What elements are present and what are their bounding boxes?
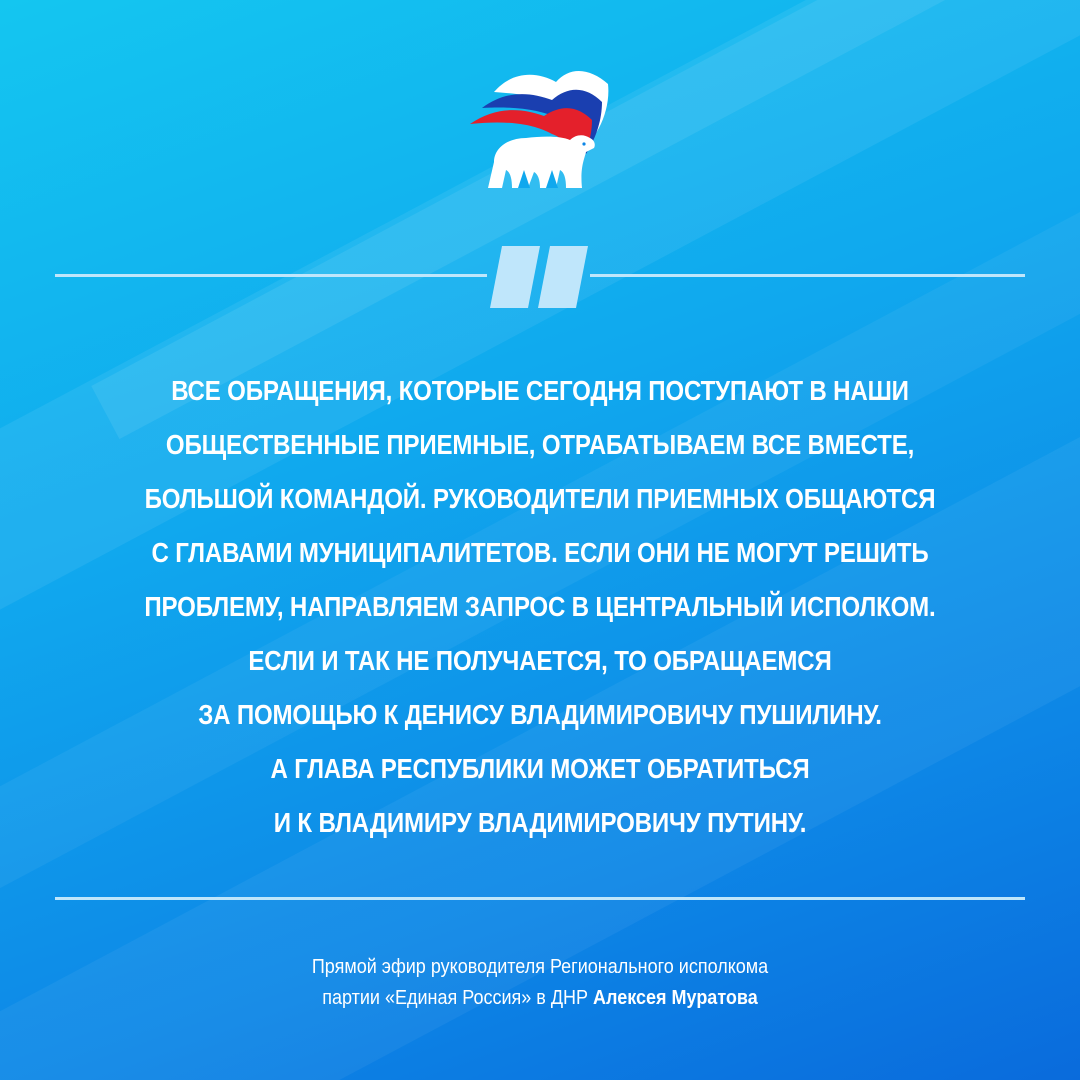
divider-line [590, 274, 1025, 277]
quotation-mark-icon [488, 246, 592, 308]
quote-line: А ГЛАВА РЕСПУБЛИКИ МОЖЕТ ОБРАТИТЬСЯ [270, 753, 810, 784]
source-prefix: партии «Единая Россия» в ДНР [322, 987, 594, 1009]
quote-line: С ГЛАВАМИ МУНИЦИПАЛИТЕТОВ. ЕСЛИ ОНИ НЕ МОГУТ РЕШИТЬ [151, 537, 929, 568]
divider-line [55, 897, 1025, 900]
quote-line: ЗА ПОМОЩЬЮ К ДЕНИСУ ВЛАДИМИРОВИЧУ ПУШИЛИНУ. [198, 699, 882, 730]
quote-line: И К ВЛАДИМИРУ ВЛАДИМИРОВИЧУ ПУТИНУ. [273, 807, 807, 838]
source-line-2 [144, 983, 936, 1014]
quote-line: ПРОБЛЕМУ, НАПРАВЛЯЕМ ЗАПРОС В ЦЕНТРАЛЬНЫЙ ИСПОЛКОМ. [144, 591, 936, 622]
speaker-name: Алексея Муратова [593, 987, 758, 1009]
quote-line: ВСЕ ОБРАЩЕНИЯ, КОТОРЫЕ СЕГОДНЯ ПОСТУПАЮТ В НАШИ [171, 375, 909, 406]
source-line-1: Прямой эфир руководителя Регионального исполкома [311, 956, 769, 978]
united-russia-bear-flag-icon [468, 62, 614, 190]
quote-line: ОБЩЕСТВЕННЫЕ ПРИЕМНЫЕ, ОТРАБАТЫВАЕМ ВСЕ ВМЕСТЕ, [165, 429, 915, 460]
quote-line: ЕСЛИ И ТАК НЕ ПОЛУЧАЕТСЯ, ТО ОБРАЩАЕМСЯ [248, 645, 832, 676]
quote-text [60, 364, 1020, 850]
divider-line [55, 274, 487, 277]
source-caption [100, 952, 980, 1014]
quote-line: БОЛЬШОЙ КОМАНДОЙ. РУКОВОДИТЕЛИ ПРИЕМНЫХ ОБЩАЮТСЯ [144, 483, 936, 514]
